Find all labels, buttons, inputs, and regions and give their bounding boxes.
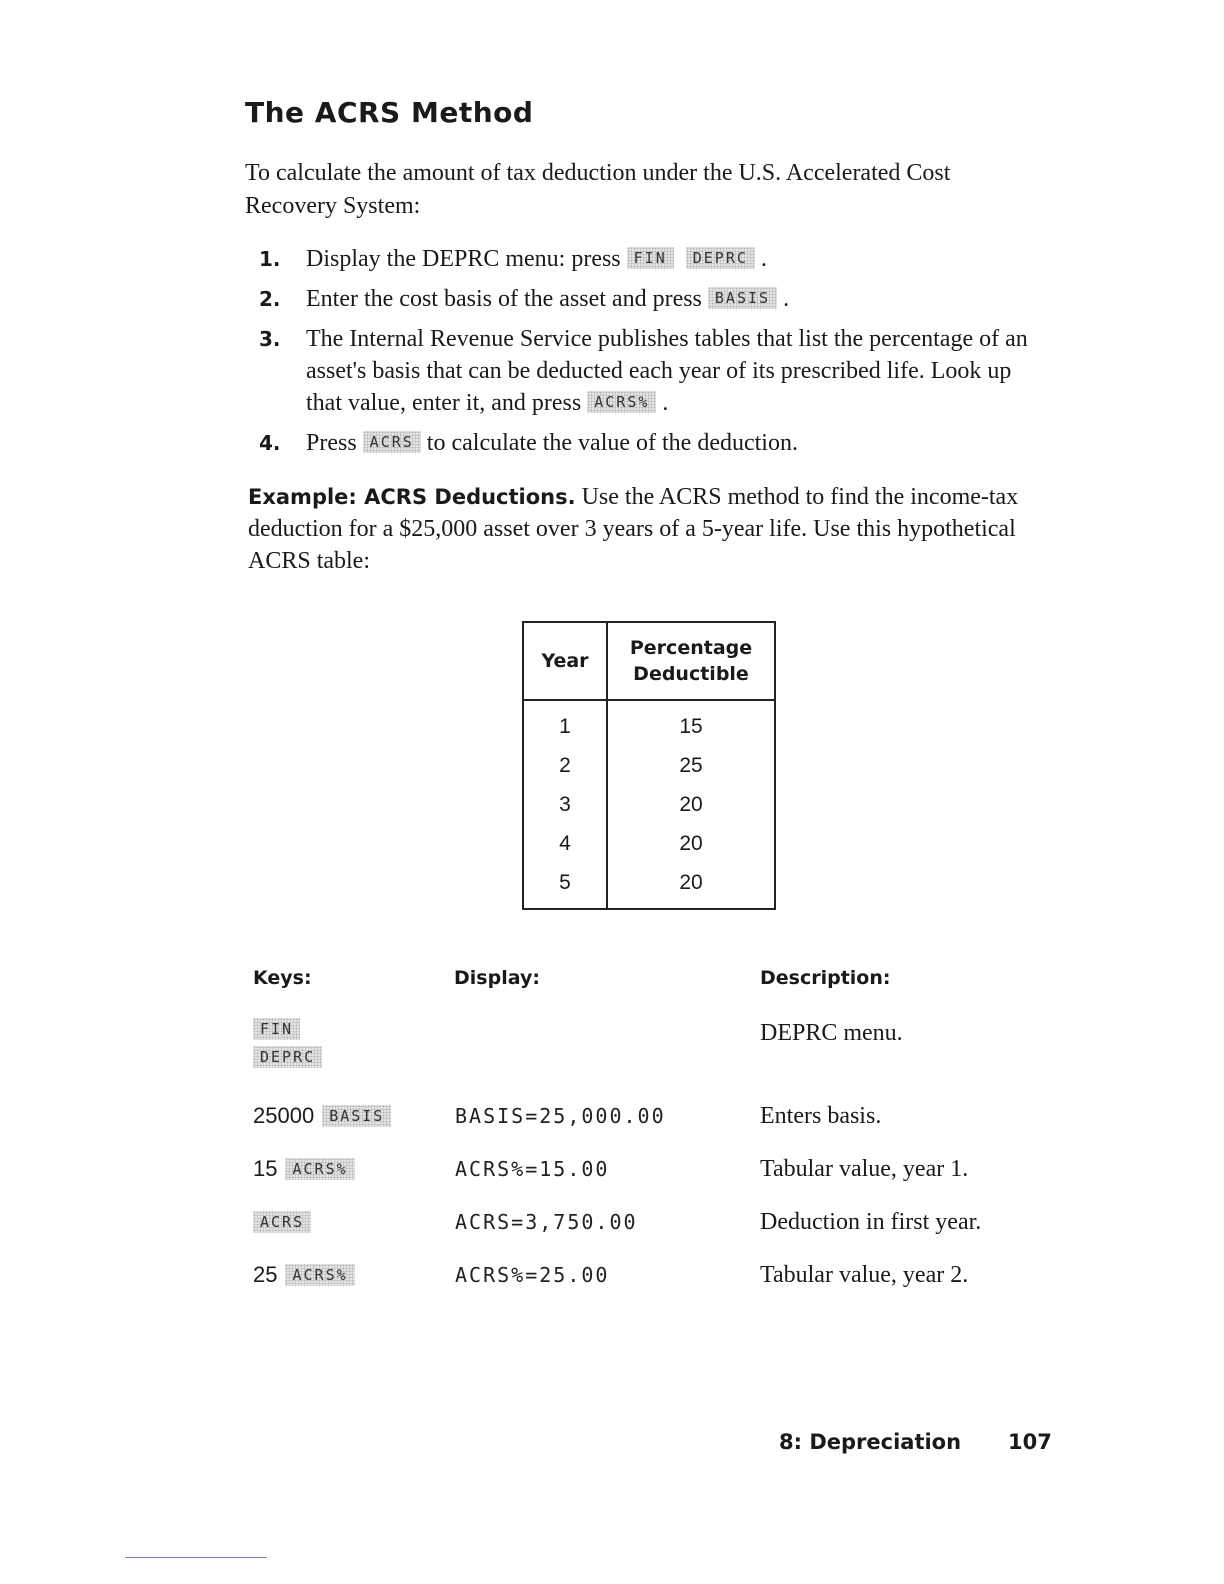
page-number: 107 <box>1008 1430 1052 1454</box>
percent-cell: 25 <box>679 753 703 777</box>
description-text: Deduction in first year. <box>760 1209 982 1235</box>
step-list <box>245 243 1045 467</box>
keystroke-row <box>0 1154 1224 1194</box>
description-header: Description: <box>760 967 891 989</box>
example-heading: Example: ACRS Deductions. <box>248 485 576 509</box>
entry-number: 25000 <box>253 1103 315 1128</box>
acrs-key[interactable]: ACRS <box>253 1211 311 1233</box>
example-text: Use the ACRS method to find the income-tax deduction for a $25,000 asset over 3 years of a 5-year life. Use this hypothetical ACRS table: <box>248 484 1019 574</box>
step-text: Display the DEPRC menu: press <box>306 246 627 272</box>
basis-key[interactable]: BASIS <box>322 1105 391 1127</box>
description-text: DEPRC menu. <box>760 1020 903 1046</box>
example-paragraph <box>248 481 1048 577</box>
display-header: Display: <box>454 967 540 989</box>
step-number: 2. <box>259 287 281 311</box>
acrs-percent-key[interactable]: ACRS% <box>285 1158 354 1180</box>
acrs-percent-key[interactable]: ACRS% <box>587 391 656 413</box>
keys-cell <box>253 1207 311 1237</box>
year-cell: 1 <box>523 700 607 746</box>
display-value: ACRS%=25.00 <box>455 1263 610 1287</box>
year-cell: 4 <box>523 824 607 863</box>
step-text-end: to calculate the value of the deduction. <box>420 430 798 456</box>
display-value: ACRS%=15.00 <box>455 1157 610 1181</box>
acrs-key[interactable]: ACRS <box>363 431 421 453</box>
description-text: Enters basis. <box>760 1103 882 1129</box>
header-line: Deductible <box>633 663 749 685</box>
entry-number: 15 <box>253 1156 278 1181</box>
keys-cell <box>253 1101 391 1131</box>
table-row <box>523 824 775 863</box>
keystroke-row <box>0 1018 1224 1066</box>
deprc-key[interactable]: DEPRC <box>686 247 755 269</box>
description-text: Tabular value, year 2. <box>760 1262 969 1288</box>
step-text-end: . <box>783 286 790 312</box>
bottom-rule <box>125 1557 267 1558</box>
percent-cell: 15 <box>679 714 703 738</box>
step-text: Enter the cost basis of the asset and press <box>306 286 708 312</box>
step-text: Press <box>306 430 363 456</box>
year-cell: 5 <box>523 863 607 909</box>
description-text: Tabular value, year 1. <box>760 1156 969 1182</box>
percent-cell: 20 <box>679 792 703 816</box>
keystroke-row <box>0 1207 1224 1247</box>
percentage-header <box>607 622 775 700</box>
table-row <box>523 700 775 746</box>
percent-cell: 20 <box>679 831 703 855</box>
keys-cell <box>253 1154 355 1184</box>
step-text-end: . <box>760 246 767 272</box>
year-cell: 3 <box>523 785 607 824</box>
keys-cell <box>253 1260 355 1290</box>
keys-header: Keys: <box>253 967 312 989</box>
display-value: ACRS=3,750.00 <box>455 1210 638 1234</box>
acrs-table <box>522 621 776 910</box>
step-2 <box>245 283 1045 315</box>
percent-cell: 20 <box>679 870 703 894</box>
year-header: Year <box>523 622 607 700</box>
table-header-row <box>523 622 775 700</box>
chapter-footer: 8: Depreciation <box>779 1430 962 1454</box>
intro-paragraph: To calculate the amount of tax deduction under the U.S. Accelerated Cost Recovery System: <box>245 160 951 219</box>
step-4 <box>245 427 1045 459</box>
keystroke-row <box>0 1260 1224 1300</box>
step-1 <box>245 243 1045 275</box>
step-number: 1. <box>259 247 281 271</box>
keys-cell <box>253 1018 322 1074</box>
display-value: BASIS=25,000.00 <box>455 1104 666 1128</box>
step-number: 3. <box>259 327 281 351</box>
section-title: The ACRS Method <box>245 96 534 129</box>
year-cell: 2 <box>523 746 607 785</box>
fin-key[interactable]: FIN <box>253 1018 300 1040</box>
table-row <box>523 785 775 824</box>
acrs-percent-key[interactable]: ACRS% <box>285 1264 354 1286</box>
step-text: The Internal Revenue Service publishes tables that list the percentage of an asset's basis that can be deducted each year of its prescribed life. Look up that value, enter it, and press <box>306 326 1028 416</box>
keystroke-row <box>0 1101 1224 1141</box>
step-number: 4. <box>259 431 281 455</box>
fin-key[interactable]: FIN <box>627 247 674 269</box>
deprc-key[interactable]: DEPRC <box>253 1046 322 1068</box>
step-text-end: . <box>662 390 669 416</box>
table-row <box>523 863 775 909</box>
header-line: Percentage <box>629 637 753 659</box>
step-3 <box>245 323 1045 419</box>
basis-key[interactable]: BASIS <box>708 287 777 309</box>
table-row <box>523 746 775 785</box>
entry-number: 25 <box>253 1262 278 1287</box>
